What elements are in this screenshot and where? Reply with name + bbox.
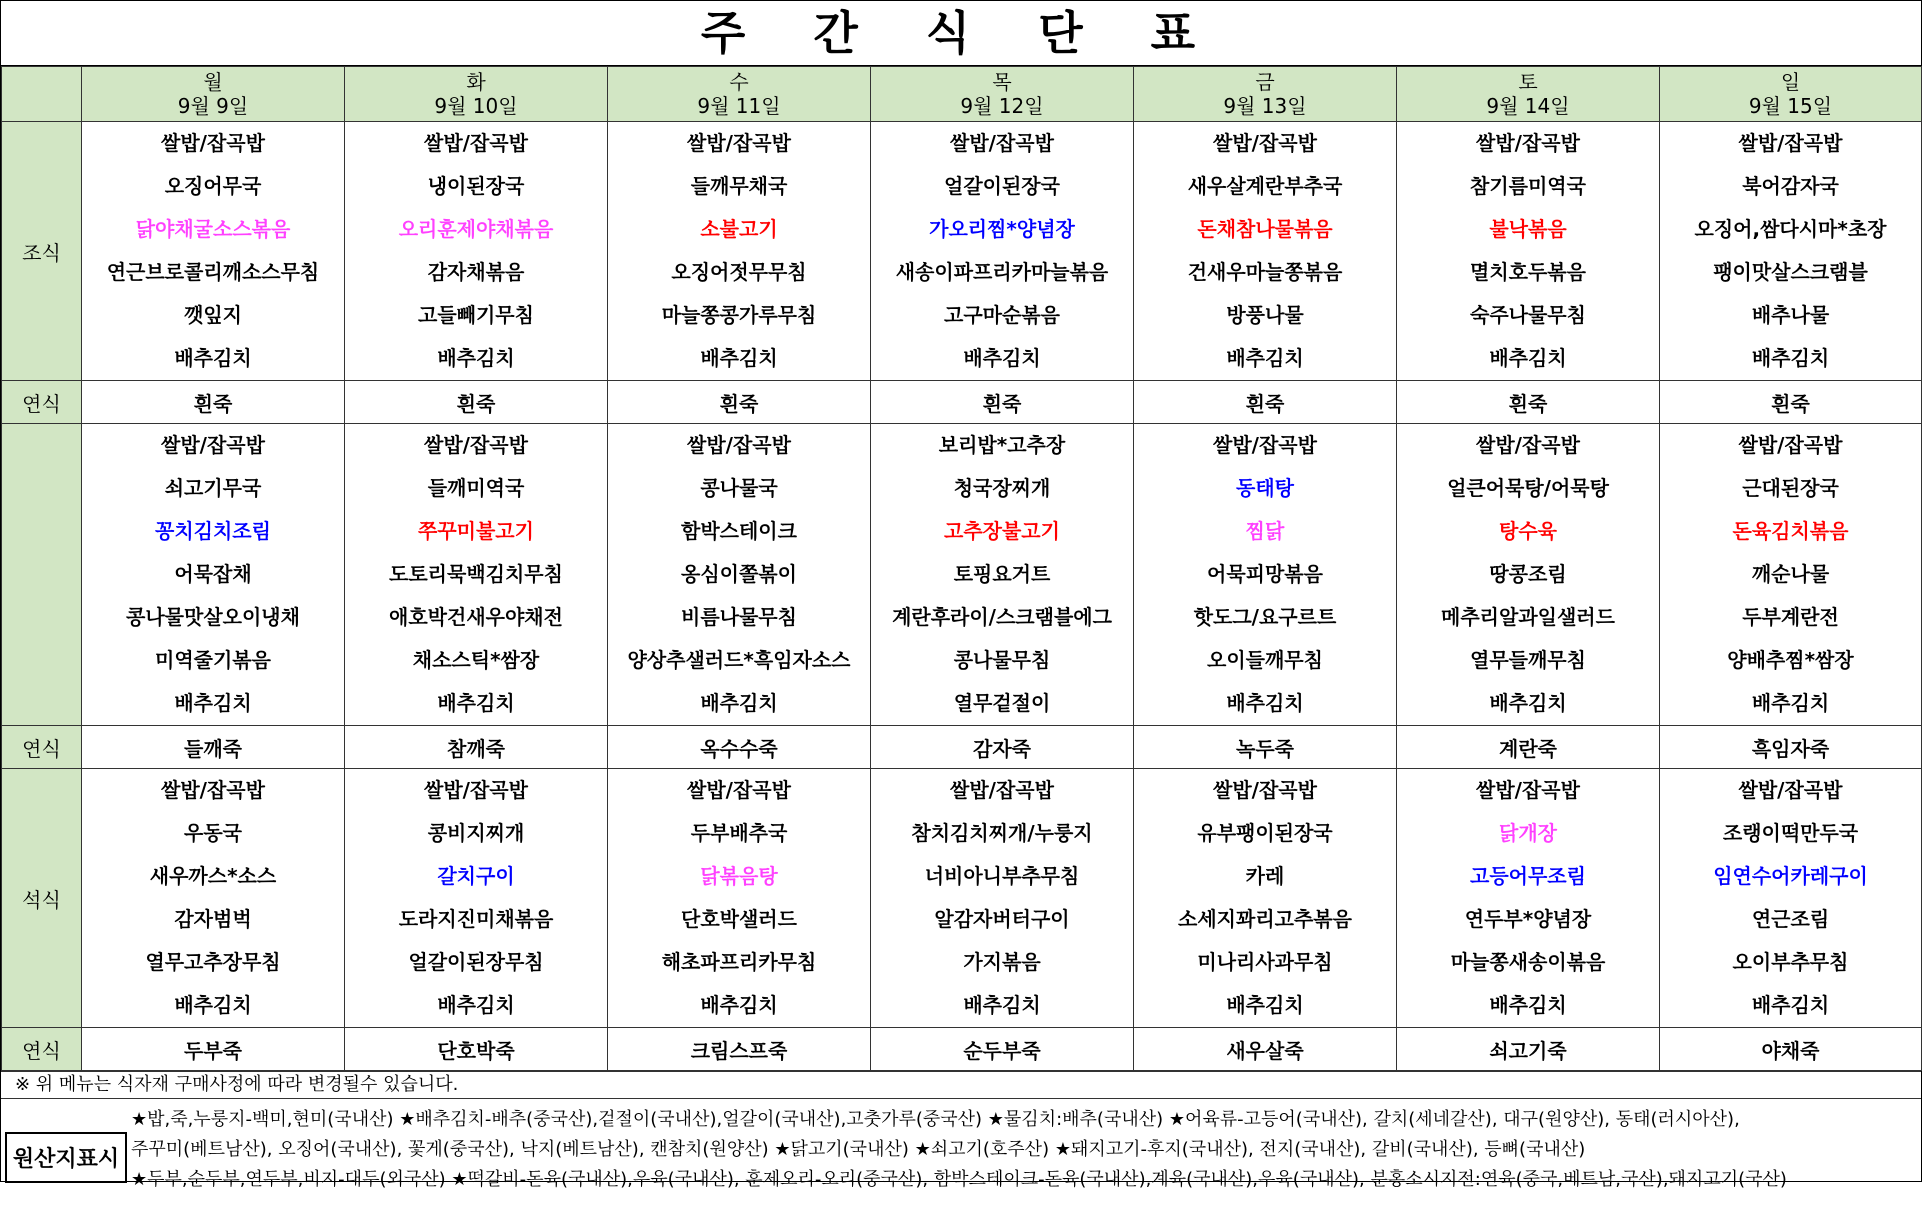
- menu-item: 채소스틱*쌈장: [412, 648, 540, 672]
- menu-item: 들깨무채국: [690, 174, 788, 198]
- weekday-label: 월: [203, 70, 223, 94]
- menu-cell: [1397, 424, 1660, 726]
- menu-cell: [608, 424, 871, 726]
- menu-cell: [1660, 424, 1922, 726]
- menu-item: 배추김치: [174, 993, 252, 1017]
- menu-item: 메추리알과일샐러드: [1441, 605, 1615, 629]
- menu-item: 새송이파프리카마늘볶음: [895, 260, 1109, 284]
- menu-item: 쌀밥/잡곡밥: [1213, 778, 1317, 802]
- menu-cell: [1660, 122, 1922, 381]
- menu-item: 열무겉절이: [953, 691, 1051, 715]
- meal-label: 연식: [2, 381, 82, 424]
- porridge-cell: 옥수수죽: [608, 726, 871, 769]
- date-label: 9월 15일: [1748, 94, 1833, 118]
- menu-item: 배추김치: [174, 346, 252, 370]
- porridge-cell: 참깨죽: [345, 726, 608, 769]
- menu-item: 불낙볶음: [1489, 217, 1567, 241]
- weekly-menu-table: [1, 66, 1922, 1071]
- menu-item: 배추김치: [963, 993, 1041, 1017]
- menu-item: 쌀밥/잡곡밥: [1738, 778, 1843, 802]
- menu-item: 쌀밥/잡곡밥: [1213, 433, 1317, 457]
- menu-cell: [1397, 769, 1660, 1028]
- day-header: [345, 67, 608, 122]
- porridge-cell: 흰죽: [1660, 381, 1922, 424]
- menu-cell: [608, 122, 871, 381]
- menu-item: 미나리사과무침: [1197, 950, 1333, 974]
- menu-item: 청국장찌개: [953, 476, 1051, 500]
- menu-item: 얼갈이된장무침: [408, 950, 544, 974]
- porridge-cell: 계란죽: [1397, 726, 1660, 769]
- weekday-label: 화: [466, 70, 486, 94]
- menu-item: 닭야채굴소스볶음: [135, 217, 291, 241]
- weekday-label: 금: [1255, 70, 1275, 94]
- date-label: 9월 14일: [1486, 94, 1570, 118]
- menu-item: 소세지꽈리고추볶음: [1178, 907, 1352, 931]
- menu-item: 어묵피망볶음: [1207, 562, 1323, 586]
- meal-label: [2, 424, 82, 726]
- porridge-row: [2, 726, 1922, 769]
- origin-line: ★밥,죽,누룽지-백미,현미(국내산) ★배추김치-배추(중국산),겉절이(국내산),얼갈이(국내산),고춧가루(중국산) ★물김치:배추(국내산) ★어육류-고등어(국내산), 갈치(세네갈산), 대구(원양산), 동태(러시아산),: [131, 1109, 1740, 1130]
- menu-item: 근대된장국: [1742, 476, 1839, 500]
- menu-item: 찜닭: [1245, 519, 1285, 543]
- menu-item: 배추김치: [174, 691, 252, 715]
- porridge-cell: 흰죽: [345, 381, 608, 424]
- date-label: 9월 9일: [177, 94, 249, 118]
- menu-item: 배추나물: [1751, 303, 1830, 327]
- menu-item: 우동국: [184, 821, 242, 845]
- menu-item: 배추김치: [437, 691, 515, 715]
- menu-item: 배추김치: [437, 993, 515, 1017]
- menu-item: 쌀밥/잡곡밥: [1738, 131, 1843, 155]
- origin-label: 원산지표시: [5, 1132, 127, 1183]
- menu-item: 소불고기: [700, 217, 778, 241]
- menu-item: 너비아니부추무침: [924, 864, 1080, 888]
- porridge-cell: 흑임자죽: [1660, 726, 1922, 769]
- menu-cell: [82, 424, 345, 726]
- menu-item: 오이부추무침: [1732, 950, 1849, 974]
- origin-line: ★두부,순두부,연두부,비지-대두(외국산) ★떡갈비-돈육(국내산),우육(국내산), 훈제오리-오리(중국산), 함박스테이크-돈육(국내산),계육(국내산),우육(국내산), 분홍소시지전:연육(중국,베트남,국산),돼지고기(국산): [131, 1169, 1787, 1190]
- menu-item: 닭볶음탕: [700, 864, 778, 888]
- menu-item: 어묵잡채: [174, 562, 252, 586]
- menu-item: 배추김치: [1751, 993, 1830, 1017]
- menu-item: 유부팽이된장국: [1197, 821, 1333, 845]
- menu-item: 마늘쫑콩가루무침: [661, 303, 817, 327]
- menu-item: 쌀밥/잡곡밥: [950, 778, 1054, 802]
- menu-item: 양배추찜*쌈장: [1727, 648, 1854, 672]
- menu-cell: [871, 769, 1134, 1028]
- meal-label: 연식: [2, 1028, 82, 1071]
- menu-cell: [345, 424, 608, 726]
- day-header-row: [2, 67, 1922, 122]
- menu-item: 쌀밥/잡곡밥: [1213, 131, 1317, 155]
- menu-item: 카레: [1245, 864, 1285, 888]
- menu-cell: [1397, 122, 1660, 381]
- menu-item: 조랭이떡만두국: [1722, 821, 1859, 845]
- menu-item: 땅콩조림: [1489, 562, 1567, 586]
- menu-item: 들깨미역국: [427, 476, 525, 500]
- menu-cell: [82, 122, 345, 381]
- porridge-cell: 녹두죽: [1134, 726, 1397, 769]
- menu-item: 쌀밥/잡곡밥: [1476, 433, 1580, 457]
- menu-item: 쌀밥/잡곡밥: [161, 433, 265, 457]
- menu-item: 쇠고기무국: [164, 476, 262, 500]
- porridge-cell: 크림스프죽: [608, 1028, 871, 1071]
- porridge-cell: 단호박죽: [345, 1028, 608, 1071]
- corner-cell: [2, 67, 82, 122]
- menu-item: 연두부*양념장: [1464, 907, 1592, 931]
- menu-item: 고들빼기무침: [418, 303, 534, 327]
- menu-item: 쌀밥/잡곡밥: [161, 778, 265, 802]
- page-title: 주 간 식 단 표: [1, 1, 1921, 66]
- menu-item: 계란후라이/스크램블에그: [892, 605, 1112, 629]
- weekday-label: 토: [1518, 70, 1538, 94]
- menu-item: 탕수육: [1499, 519, 1557, 543]
- porridge-cell: 두부죽: [82, 1028, 345, 1071]
- porridge-row: [2, 1028, 1922, 1071]
- menu-item: 동태탕: [1236, 476, 1294, 500]
- menu-item: 도토리묵백김치무침: [389, 562, 563, 586]
- date-label: 9월 10일: [434, 94, 518, 118]
- menu-item: 돈육김치볶음: [1732, 519, 1849, 543]
- menu-item: 배추김치: [1226, 691, 1304, 715]
- menu-item: 단호박샐러드: [681, 907, 797, 931]
- menu-item: 비름나물무침: [681, 605, 797, 629]
- porridge-cell: 순두부죽: [871, 1028, 1134, 1071]
- menu-item: 오리훈제야채볶음: [398, 217, 554, 241]
- menu-item: 배추김치: [1226, 346, 1304, 370]
- weekday-label: 수: [729, 70, 749, 94]
- meal-row: [2, 424, 1922, 726]
- menu-item: 콩나물국: [700, 476, 778, 500]
- menu-cell: [871, 122, 1134, 381]
- menu-item: 돈채참나물볶음: [1197, 217, 1333, 241]
- menu-item: 팽이맛살스크램블: [1713, 260, 1868, 284]
- menu-item: 깨순나물: [1751, 562, 1830, 586]
- menu-item: 감자채볶음: [427, 260, 525, 284]
- menu-item: 쭈꾸미불고기: [418, 519, 534, 543]
- menu-item: 쌀밥/잡곡밥: [1476, 778, 1580, 802]
- menu-item: 배추김치: [1489, 691, 1567, 715]
- menu-cell: [871, 424, 1134, 726]
- date-label: 9월 13일: [1223, 94, 1307, 118]
- menu-item: 참치김치찌개/누룽지: [911, 821, 1093, 845]
- menu-item: 배추김치: [700, 993, 778, 1017]
- menu-item: 얼큰어묵탕/어묵탕: [1447, 476, 1609, 500]
- porridge-cell: 쇠고기죽: [1397, 1028, 1660, 1071]
- menu-item: 임연수어카레구이: [1713, 864, 1868, 888]
- menu-cell: [82, 769, 345, 1028]
- menu-item: 두부계란전: [1742, 605, 1839, 629]
- menu-item: 고추장불고기: [944, 519, 1060, 543]
- menu-item: 열무고추장무침: [145, 950, 281, 974]
- menu-item: 새우살계란부추국: [1187, 174, 1343, 198]
- menu-item: 쌀밥/잡곡밥: [424, 131, 528, 155]
- menu-item: 배추김치: [700, 691, 778, 715]
- meal-label: 연식: [2, 726, 82, 769]
- menu-item: 연근조림: [1751, 907, 1830, 931]
- menu-item: 두부배추국: [690, 821, 788, 845]
- menu-item: 쌀밥/잡곡밥: [1738, 433, 1843, 457]
- menu-item: 얼갈이된장국: [944, 174, 1060, 198]
- porridge-cell: 들깨죽: [82, 726, 345, 769]
- porridge-cell: 흰죽: [1397, 381, 1660, 424]
- menu-item: 쌀밥/잡곡밥: [1476, 131, 1580, 155]
- day-header: [82, 67, 345, 122]
- menu-item: 쌀밥/잡곡밥: [424, 778, 528, 802]
- menu-item: 냉이된장국: [427, 174, 525, 198]
- menu-item: 쌀밥/잡곡밥: [687, 131, 791, 155]
- menu-item: 닭개장: [1499, 821, 1557, 845]
- menu-item: 쌀밥/잡곡밥: [687, 778, 791, 802]
- porridge-cell: 야채죽: [1660, 1028, 1922, 1071]
- menu-cell: [608, 769, 871, 1028]
- menu-item: 멸치호두볶음: [1470, 260, 1586, 284]
- menu-item: 양상추샐러드*흑임자소스: [627, 648, 851, 672]
- menu-item: 꽁치김치조림: [155, 519, 271, 543]
- menu-item: 오징어무국: [164, 174, 262, 198]
- menu-cell: [1134, 122, 1397, 381]
- weekday-label: 일: [1780, 70, 1801, 94]
- menu-item: 배추김치: [963, 346, 1041, 370]
- menu-item: 보리밥*고추장: [938, 433, 1066, 457]
- menu-item: 쌀밥/잡곡밥: [424, 433, 528, 457]
- menu-item: 애호박건새우야채전: [389, 605, 563, 629]
- menu-item: 옹심이쫄볶이: [681, 562, 797, 586]
- porridge-row: [2, 381, 1922, 424]
- menu-item: 북어감자국: [1742, 174, 1839, 198]
- menu-item: 콩나물맛살오이냉채: [126, 605, 300, 629]
- menu-item: 콩비지찌개: [427, 821, 525, 845]
- menu-item: 쌀밥/잡곡밥: [687, 433, 791, 457]
- day-header: [1397, 67, 1660, 122]
- menu-item: 쌀밥/잡곡밥: [950, 131, 1054, 155]
- menu-item: 알감자버터구이: [934, 907, 1070, 931]
- menu-item: 감자범벅: [174, 907, 252, 931]
- meal-label: 석식: [2, 769, 82, 1028]
- menu-cell: [1134, 769, 1397, 1028]
- origin-label-box: [1, 1099, 131, 1215]
- menu-notice: ※ 위 메뉴는 식자재 구매사정에 따라 변경될수 있습니다.: [1, 1071, 1921, 1098]
- menu-item: 콩나물무침: [953, 648, 1051, 672]
- menu-item: 깻잎지: [184, 303, 242, 327]
- menu-item: 배추김치: [1751, 691, 1830, 715]
- menu-item: 배추김치: [1226, 993, 1304, 1017]
- menu-item: 핫도그/요구르트: [1193, 605, 1337, 629]
- menu-item: 방풍나물: [1226, 303, 1304, 327]
- porridge-cell: 감자죽: [871, 726, 1134, 769]
- menu-item: 가지볶음: [963, 950, 1041, 974]
- menu-item: 배추김치: [700, 346, 778, 370]
- menu-item: 배추김치: [1489, 346, 1567, 370]
- day-header: [608, 67, 871, 122]
- porridge-cell: 새우살죽: [1134, 1028, 1397, 1071]
- porridge-cell: 흰죽: [82, 381, 345, 424]
- menu-item: 함박스테이크: [681, 519, 797, 543]
- menu-item: 오징어젓무무침: [671, 260, 807, 284]
- menu-item: 쌀밥/잡곡밥: [161, 131, 265, 155]
- menu-item: 마늘쫑새송이볶음: [1450, 950, 1606, 974]
- menu-item: 숙주나물무침: [1470, 303, 1586, 327]
- menu-item: 배추김치: [437, 346, 515, 370]
- menu-cell: [345, 122, 608, 381]
- menu-item: 오이들깨무침: [1207, 648, 1323, 672]
- menu-item: 미역줄기볶음: [155, 648, 271, 672]
- origin-text: [131, 1099, 1921, 1215]
- menu-item: 고등어무조림: [1470, 864, 1586, 888]
- weekday-label: 목: [992, 70, 1012, 94]
- menu-item: 고구마순볶음: [944, 303, 1060, 327]
- origin-section: [1, 1098, 1921, 1215]
- date-label: 9월 11일: [697, 94, 781, 118]
- menu-item: 새우까스*소스: [149, 864, 277, 888]
- meal-row: [2, 122, 1922, 381]
- menu-item: 토핑요거트: [953, 562, 1051, 586]
- porridge-cell: 흰죽: [871, 381, 1134, 424]
- menu-cell: [1134, 424, 1397, 726]
- origin-line: 주꾸미(베트남산), 오징어(국내산), 꽃게(중국산), 낙지(베트남산), 캔참치(원양산) ★닭고기(국내산) ★쇠고기(호주산) ★돼지고기-후지(국내산), 전지(국내산), 갈비(국내산), 등뼈(국내산): [131, 1139, 1586, 1160]
- menu-cell: [345, 769, 608, 1028]
- day-header: [1660, 67, 1922, 122]
- menu-item: 참기름미역국: [1470, 174, 1586, 198]
- menu-item: 배추김치: [1751, 346, 1830, 370]
- meal-row: [2, 769, 1922, 1028]
- menu-item: 오징어,쌈다시마*초장: [1694, 217, 1887, 241]
- porridge-cell: 흰죽: [608, 381, 871, 424]
- menu-item: 열무들깨무침: [1470, 648, 1586, 672]
- day-header: [871, 67, 1134, 122]
- menu-item: 갈치구이: [437, 864, 515, 888]
- menu-item: 연근브로콜리깨소스무침: [106, 260, 320, 284]
- meal-label: 조식: [2, 122, 82, 381]
- date-label: 9월 12일: [960, 94, 1044, 118]
- menu-cell: [1660, 769, 1922, 1028]
- menu-item: 건새우마늘쫑볶음: [1187, 260, 1343, 284]
- porridge-cell: 흰죽: [1134, 381, 1397, 424]
- day-header: [1134, 67, 1397, 122]
- menu-item: 가오리찜*양념장: [929, 217, 1075, 241]
- menu-item: 도라지진미채볶음: [398, 907, 554, 931]
- menu-item: 배추김치: [1489, 993, 1567, 1017]
- menu-item: 해초파프리카무침: [661, 950, 817, 974]
